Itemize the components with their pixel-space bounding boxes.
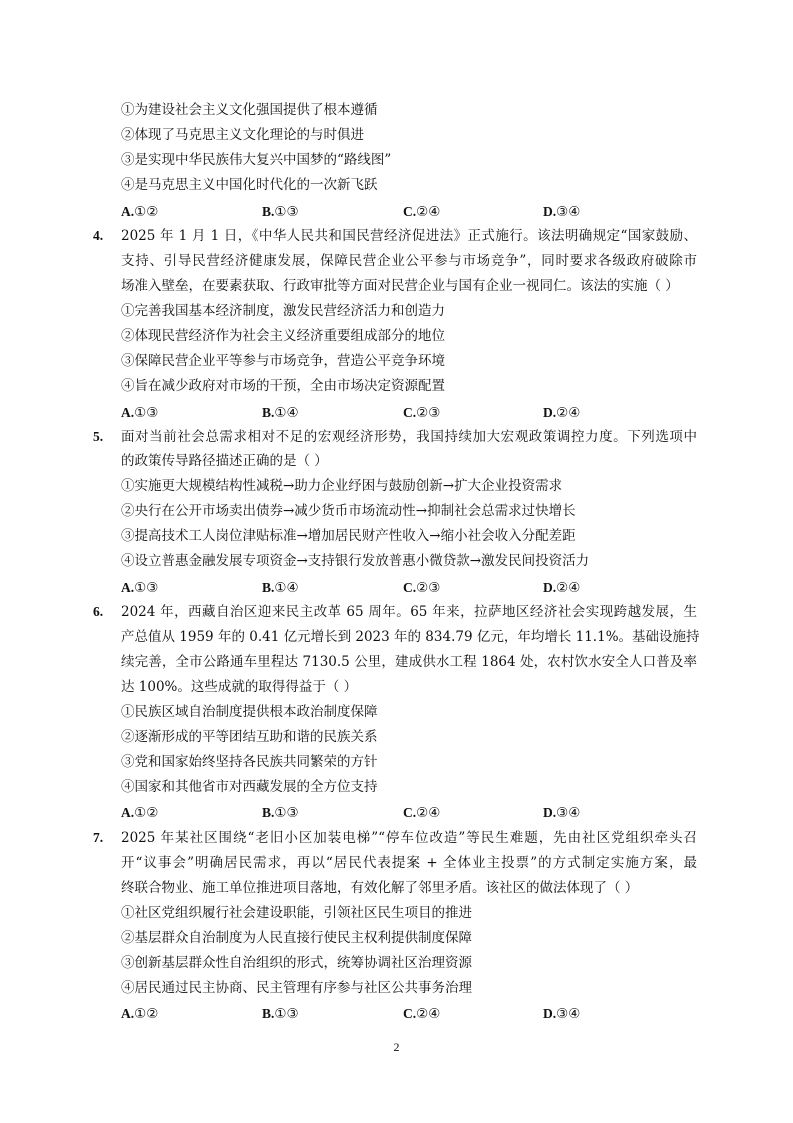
q6-number: 6.: [93, 604, 104, 619]
q5-option-c: C.②③: [403, 580, 441, 595]
q5-stem-line-1: 面对当前社会总需求相对不足的宏观经济形势，我国持续加大宏观政策调控力度。下列选项中: [121, 429, 697, 445]
q3-item-3: ③是实现中华民族伟大复兴中国梦的“路线图”: [121, 152, 392, 168]
q6-option-b: B.①③: [262, 805, 299, 820]
q4-item-2: ②体现民营经济作为社会主义经济重要组成部分的地位: [121, 328, 445, 344]
q4-number: 4.: [93, 228, 104, 243]
q7-option-d: D.③④: [543, 1006, 581, 1021]
q5-stem-line-2: 的政策传导路径描述正确的是（ ）: [121, 453, 328, 469]
q4-option-b: B.①④: [262, 405, 299, 420]
q7-number: 7.: [93, 830, 104, 845]
q5-item-4: ④设立普惠金融发展专项资金→支持银行发放普惠小微贷款→激发民间投资活力: [121, 553, 590, 569]
q4-item-3: ③保障民营企业平等参与市场竞争，营造公平竞争环境: [121, 353, 445, 369]
q7-option-b: B.①③: [262, 1006, 299, 1021]
q6-stem-line-2: 产总值从 1959 年的 0.41 亿元增长到 2023 年的 834.79 亿元，年均增长 11.1%。基础设施持: [121, 629, 700, 645]
q7-item-3: ③创新基层群众性自治组织的形式，统筹协调社区治理资源: [121, 955, 472, 971]
q7-stem-line-1: 2025 年某社区围绕“老旧小区加装电梯”“停车位改造”等民生难题，先由社区党组织牵头召: [121, 830, 697, 846]
q7-stem-line-3: 终联合物业、施工单位推进项目落地，有效化解了邻里矛盾。该社区的做法体现了（ ）: [121, 880, 639, 896]
q3-option-c: C.②④: [403, 204, 441, 219]
q6-option-c: C.②④: [403, 805, 441, 820]
q4-stem-line-2: 支持、引导民营经济健康发展，保障民营企业公平参与市场竞争”，同时要求各级政府破除市: [121, 253, 697, 269]
q6-stem-line-4: 达 100%。这些成就的取得得益于（ ）: [121, 679, 358, 695]
q4-option-c: C.②③: [403, 405, 441, 420]
q6-stem-line-1: 2024 年，西藏自治区迎来民主改革 65 周年。65 年来，拉萨地区经济社会实现跨越发展，生: [121, 604, 697, 620]
q3-item-1: ①为建设社会主义文化强国提供了根本遵循: [121, 102, 378, 118]
q5-option-d: D.②④: [543, 580, 581, 595]
q3-item-4: ④是马克思主义中国化时代化的一次新飞跃: [121, 177, 378, 193]
q7-option-c: C.②④: [403, 1006, 441, 1021]
q5-option-b: B.①④: [262, 580, 299, 595]
q6-option-d: D.③④: [543, 805, 581, 820]
q6-stem-line-3: 续完善，全市公路通车里程达 7130.5 公里，建成供水工程 1864 处，农村饮水安全人口普及率: [121, 654, 697, 670]
q4-stem-line-1: 2025 年 1 月 1 日，《中华人民共和国民营经济促进法》正式施行。该法明确规定“国家鼓励、: [121, 228, 697, 244]
q5-item-2: ②央行在公开市场卖出债券→减少货币市场流动性→抑制社会总需求过快增长: [121, 503, 576, 519]
q4-option-d: D.②④: [543, 405, 581, 420]
q3-option-a: A.①②: [121, 204, 159, 219]
q7-option-a: A.①②: [121, 1006, 159, 1021]
q3-option-d: D.③④: [543, 204, 581, 219]
q4-item-1: ①完善我国基本经济制度，激发民营经济活力和创造力: [121, 303, 445, 319]
q7-item-2: ②基层群众自治制度为人民直接行使民主权利提供制度保障: [121, 930, 472, 946]
q5-item-1: ①实施更大规模结构性减税→助力企业纾困与鼓励创新→扩大企业投资需求: [121, 478, 563, 494]
q4-item-4: ④旨在减少政府对市场的干预，全由市场决定资源配置: [121, 378, 445, 394]
q6-option-a: A.①②: [121, 805, 159, 820]
q5-option-a: A.①③: [121, 580, 159, 595]
q5-number: 5.: [93, 429, 104, 444]
q6-item-2: ②逐渐形成的平等团结互助和谐的民族关系: [121, 729, 378, 745]
q7-stem-line-2: 开“议事会”明确居民需求，再以“居民代表提案 + 全体业主投票”的方式制定实施方案，最: [121, 855, 697, 871]
q6-item-4: ④国家和其他省市对西藏发展的全方位支持: [121, 779, 378, 795]
q6-item-3: ③党和国家始终坚持各民族共同繁荣的方针: [121, 754, 378, 770]
q3-item-2: ②体现了马克思主义文化理论的与时俱进: [121, 127, 364, 143]
page-number: 2: [393, 1040, 400, 1054]
q4-option-a: A.①③: [121, 405, 159, 420]
q7-item-1: ①社区党组织履行社会建设职能，引领社区民生项目的推进: [121, 905, 472, 921]
q4-stem-line-3: 场准入壁垒，在要素获取、行政审批等方面对民营企业与国有企业一视同仁。该法的实施（ ）: [121, 278, 679, 294]
q7-item-4: ④居民通过民主协商、民主管理有序参与社区公共事务治理: [121, 980, 472, 996]
q3-option-b: B.①③: [262, 204, 299, 219]
q6-item-1: ①民族区域自治制度提供根本政治制度保障: [121, 704, 378, 720]
q5-item-3: ③提高技术工人岗位津贴标准→增加居民财产性收入→缩小社会收入分配差距: [121, 528, 576, 544]
